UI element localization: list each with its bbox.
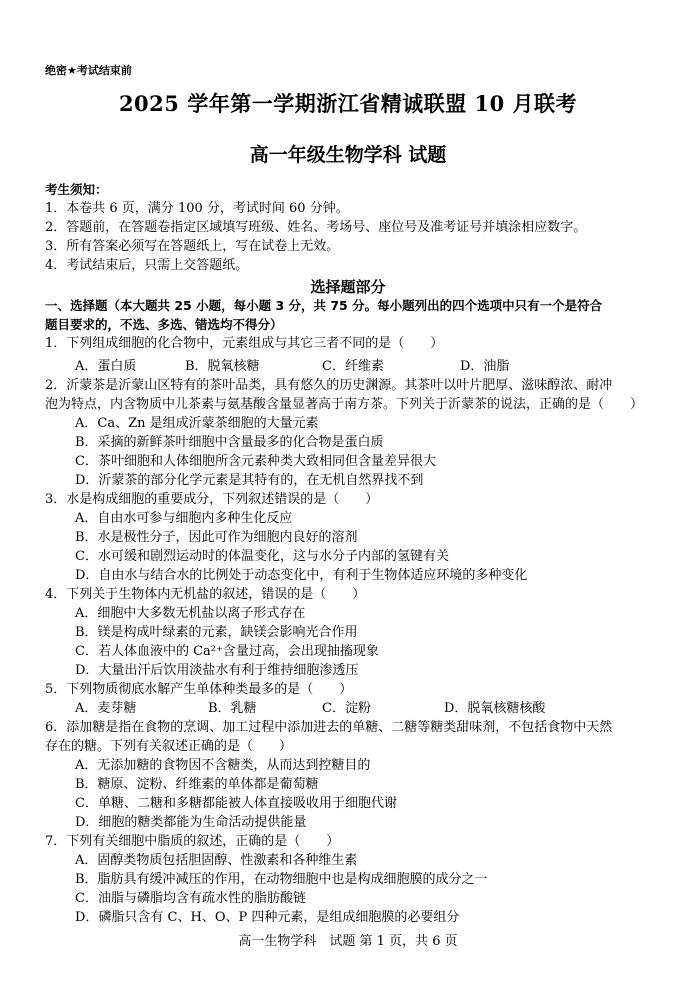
confidential-label: 绝密★考试结束前 [45, 64, 132, 77]
question-4-option-d: D．大量出汗后饮用淡盐水有利于维持细胞渗透压 [75, 663, 359, 678]
notice-item-1: 1．本卷共 6 页，满分 100 分，考试时间 60 分钟。 [45, 201, 349, 216]
question-6-option-c: C．单糖、二糖和多糖都能被人体直接吸收用于细胞代谢 [75, 796, 397, 811]
notice-heading: 考生须知： [45, 182, 108, 197]
notice-item-3: 3．所有答案必须写在答题纸上，写在试卷上无效。 [45, 239, 340, 254]
question-7-option-c: C．油脂与磷脂均含有疏水性的脂肪酸链 [75, 891, 306, 906]
question-5-option-a: A．麦芽糖 [75, 701, 137, 716]
question-2-option-b: B．采摘的新鲜茶叶细胞中含量最多的化合物是蛋白质 [75, 435, 384, 450]
question-6-stem-line1: 6．添加糖是指在食物的烹调、加工过程中添加进去的单糖、二糖等糖类甜味剂，不包括食物中天然 [45, 720, 613, 735]
question-6-stem-line2: 存在的糖。下列有关叙述正确的是（ ） [45, 739, 293, 754]
question-7-option-a: A．固醇类物质包括胆固醇、性激素和各种维生素 [75, 853, 358, 868]
part-instructions-line2: 题目要求的，不选、多选、错选均不得分） [45, 317, 283, 332]
question-7-stem: 7．下列有关细胞中脂质的叙述，正确的是（ ） [45, 834, 340, 849]
question-3-option-a: A．自由水可参与细胞内多种生化反应 [75, 511, 293, 526]
question-2-option-c: C．茶叶细胞和人体细胞所含元素种类大致相同但含量差异很大 [75, 454, 436, 469]
question-6-option-d: D．细胞的糖类都能为生命活动提供能量 [75, 815, 307, 830]
page-footer: 高一生物学科 试题 第 1 页，共 6 页 [238, 934, 458, 949]
exam-title: 2025 学年第一学期浙江省精诚联盟 10 月联考 [118, 91, 578, 116]
question-7-option-b: B．脂肪具有缓冲减压的作用，在动物细胞中也是构成细胞膜的成分之一 [75, 872, 488, 887]
question-6-option-a: A．无添加糖的食物因不含糖类，从而达到控糖目的 [75, 758, 371, 773]
question-1-option-a: A．蛋白质 [75, 359, 137, 374]
question-4-option-c: C．若人体血液中的 Ca²⁺含量过高，会出现抽搐现象 [75, 644, 379, 659]
question-5-option-c: C．淀粉 [322, 701, 371, 716]
notice-item-4: 4．考试结束后，只需上交答题纸。 [45, 258, 249, 273]
question-5-stem: 5．下列物质彻底水解产生单体种类最多的是（ ） [45, 682, 353, 697]
question-7-option-d: D．磷脂只含有 C、H、O、P 四种元素，是组成细胞膜的必要组分 [75, 910, 460, 925]
question-4-stem: 4．下列关于生物体内无机盐的叙述，错误的是（ ） [45, 587, 366, 602]
question-2-option-d: D．沂蒙茶的部分化学元素是其特有的，在无机自然界找不到 [75, 473, 424, 488]
notice-item-2: 2．答题前，在答题卷指定区域填写班级、姓名、考场号、座位号及准考证号并填涂相应数字。 [45, 220, 587, 235]
question-1-option-d: D．油脂 [460, 359, 510, 374]
part-instructions-line1: 一、选择题（本大题共 25 小题，每小题 3 分，共 75 分。每小题列出的四个选项中只有一个是符合 [45, 298, 603, 313]
question-2-option-a: A．Ca、Zn 是组成沂蒙茶细胞的大量元素 [75, 416, 319, 431]
question-4-option-b: B．镁是构成叶绿素的元素，缺镁会影响光合作用 [75, 625, 358, 640]
question-3-option-d: D．自由水与结合水的比例处于动态变化中，有利于生物体适应环境的多种变化 [75, 568, 528, 583]
question-3-option-c: C．水可缓和剧烈运动时的体温变化，这与水分子内部的氢键有关 [75, 549, 449, 564]
question-2-stem-line1: 2．沂蒙茶是沂蒙山区特有的茶叶品类，具有悠久的历史渊源。其茶叶以叶片肥厚、滋味醇浓、耐冲 [45, 378, 613, 393]
question-1-option-b: B．脱氧核糖 [185, 359, 260, 374]
question-3-option-b: B．水是极性分子，因此可作为细胞内良好的溶剂 [75, 530, 358, 545]
question-2-stem-line2: 泡为特点，内含物质中儿茶素与氨基酸含量显著高于南方茶。下列关于沂蒙茶的说法，正确的是（ ） [45, 397, 644, 412]
section-title: 选择题部分 [310, 278, 386, 296]
question-6-option-b: B．糖原、淀粉、纤维素的单体都是葡萄糖 [75, 777, 319, 792]
question-1-stem: 1．下列组成细胞的化合物中，元素组成与其它三者不同的是（ ） [45, 336, 444, 351]
question-5-option-b: B．乳糖 [208, 701, 257, 716]
question-5-option-d: D．脱氧核糖核酸 [444, 701, 546, 716]
question-3-stem: 3．水是构成细胞的重要成分，下列叙述错误的是（ ） [45, 492, 379, 507]
exam-subtitle: 高一年级生物学科 试题 [249, 144, 447, 166]
question-4-option-a: A．细胞中大多数无机盐以离子形式存在 [75, 606, 306, 621]
question-1-option-c: C．纤维素 [322, 359, 384, 374]
